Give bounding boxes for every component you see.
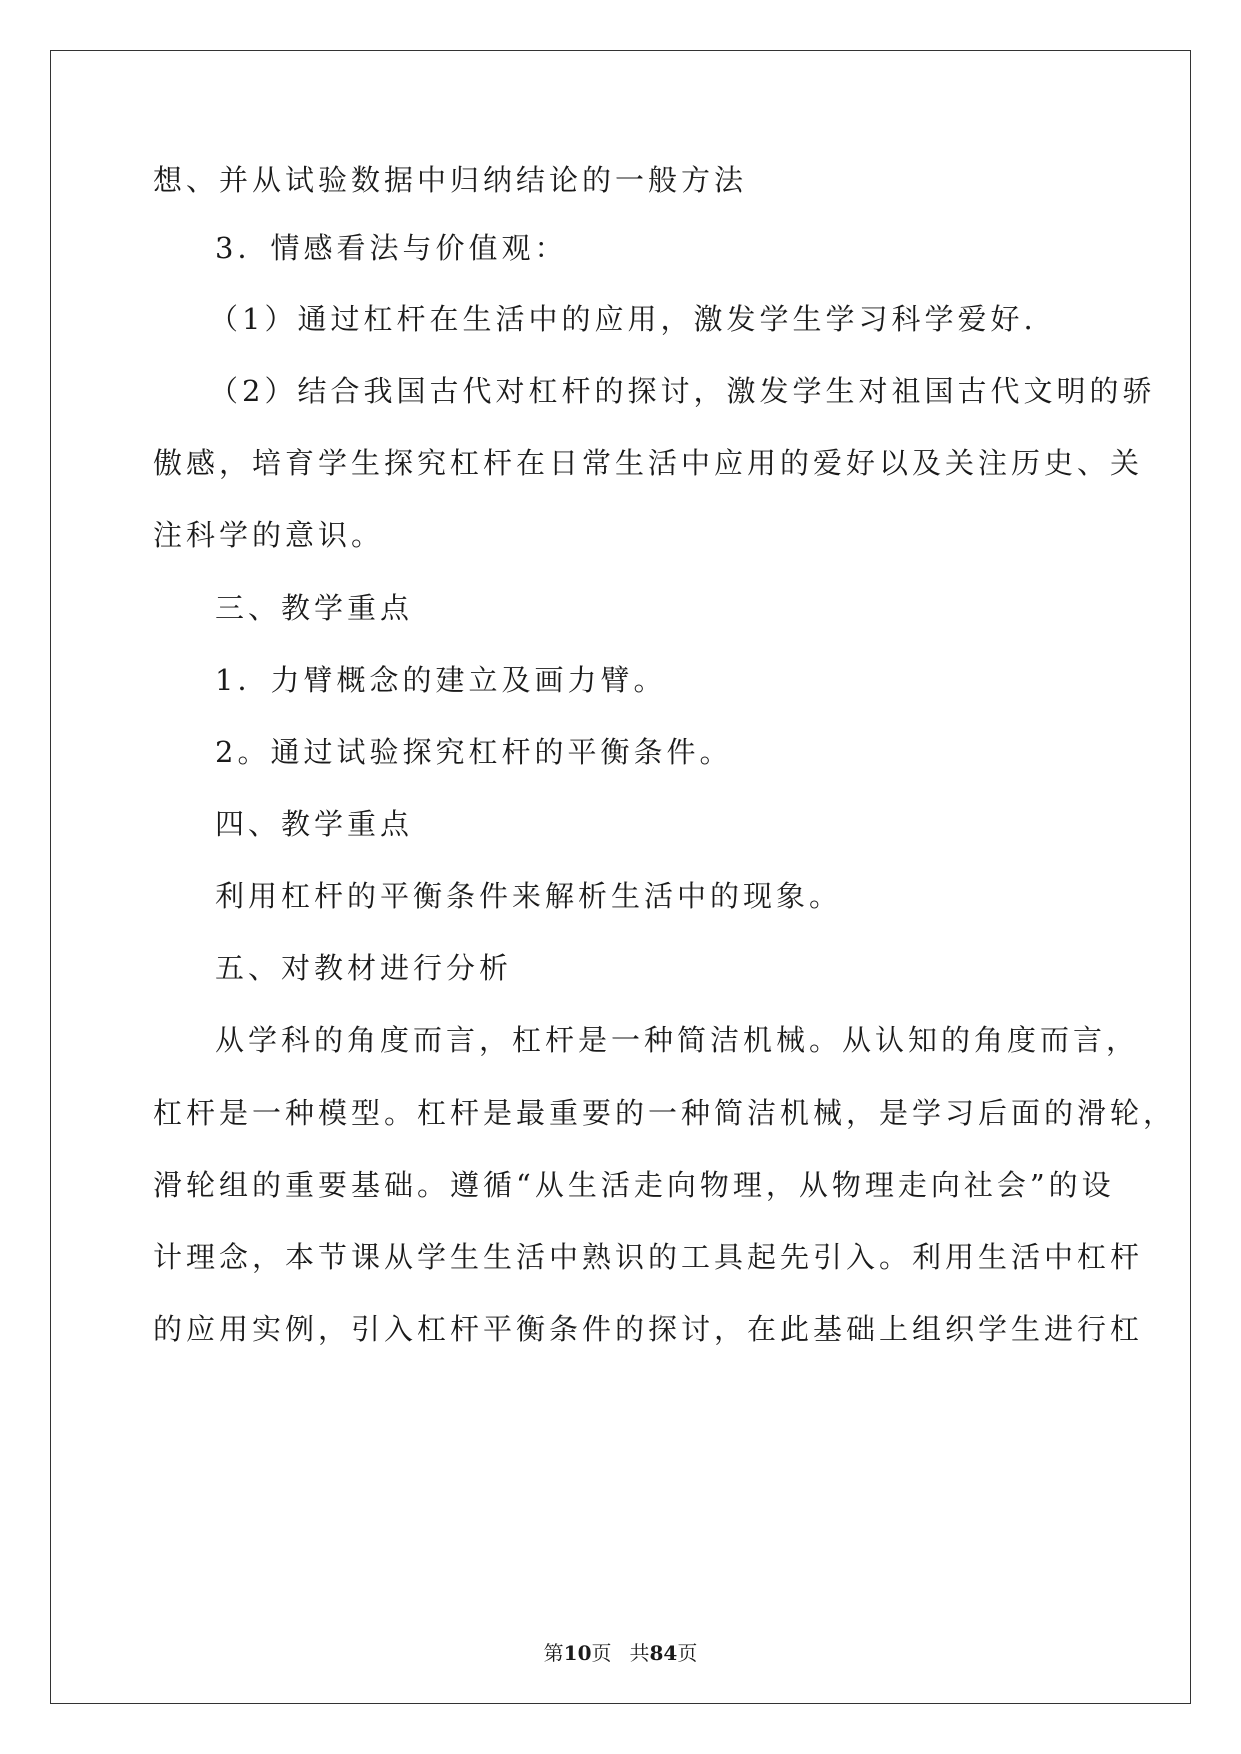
text-line: 计理念，本节课从学生生活中熟识的工具起先引入。利用生活中杠杆 [153, 1240, 1144, 1274]
section-heading: 五、对教材进行分析 [215, 951, 513, 985]
text-line: 利用杠杆的平衡条件来解析生活中的现象。 [215, 879, 843, 913]
text-line: 傲感，培育学生探究杠杆在日常生活中应用的爱好以及关注历史、关 [153, 446, 1144, 480]
page-prefix: 第 [543, 1641, 564, 1665]
page-total: 84 [649, 1641, 678, 1665]
text-line: （2）结合我国古代对杠杆的探讨，激发学生对祖国古代文明的骄 [209, 374, 1156, 408]
text-line: 1．力臂概念的建立及画力臂。 [215, 663, 667, 697]
text-line: 的应用实例，引入杠杆平衡条件的探讨，在此基础上组织学生进行杠 [153, 1312, 1144, 1346]
text-line: 3．情感看法与价值观： [215, 231, 568, 265]
page-current: 10 [563, 1641, 592, 1665]
text-line: 2。通过试验探究杠杆的平衡条件。 [215, 735, 733, 769]
text-line: 滑轮组的重要基础。遵循“从生活走向物理，从物理走向社会”的设 [153, 1168, 1115, 1202]
text-line: 从学科的角度而言，杠杆是一种简洁机械。从认知的角度而言， [215, 1023, 1140, 1057]
section-heading: 四、教学重点 [215, 807, 414, 841]
text-line: 杠杆是一种模型。杠杆是最重要的一种简洁机械，是学习后面的滑轮， [153, 1096, 1177, 1130]
page-mid: 页 [591, 1641, 612, 1665]
text-line: 注科学的意识。 [153, 518, 385, 552]
text-line: 想、并从试验数据中归纳结论的一般方法 [153, 163, 748, 197]
page-footer [0, 1640, 1241, 1666]
text-line: （1）通过杠杆在生活中的应用，激发学生学习科学爱好. [209, 302, 1037, 336]
total-prefix: 共 [629, 1641, 650, 1665]
section-heading: 三、教学重点 [215, 591, 414, 625]
total-suffix: 页 [677, 1641, 698, 1665]
